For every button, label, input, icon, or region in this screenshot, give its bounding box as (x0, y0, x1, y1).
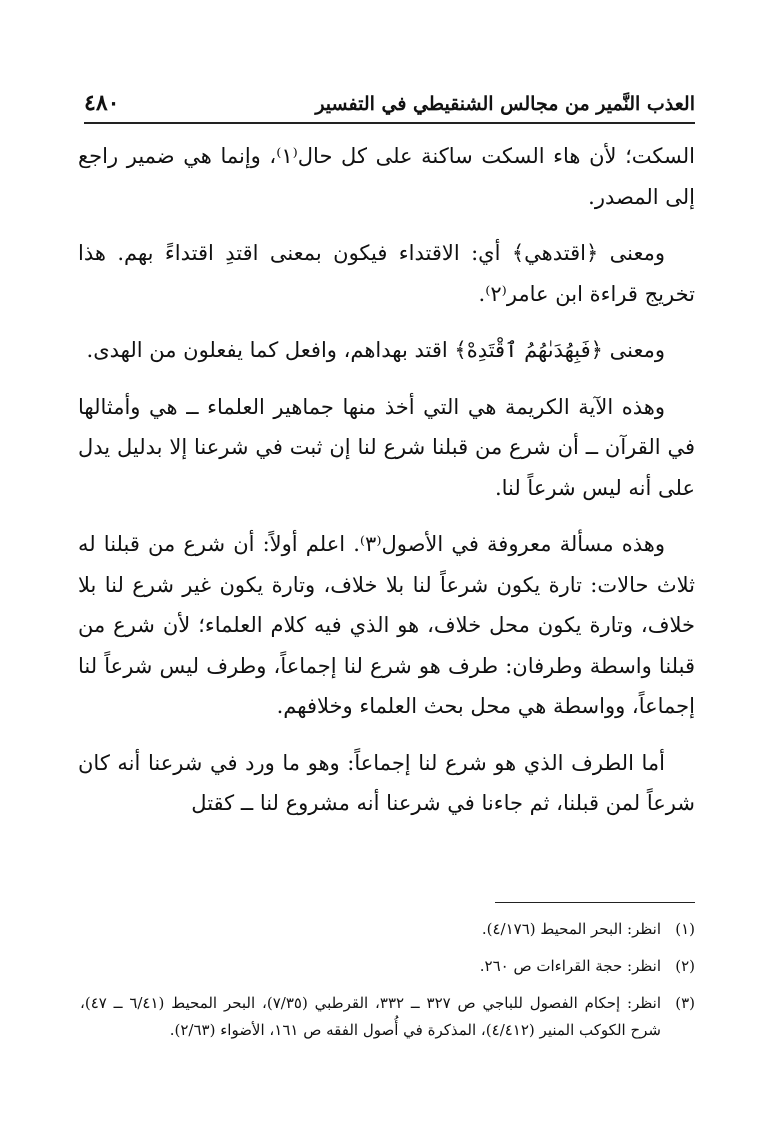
footnote-text: انظر: حجة القراءات ص ٢٦٠. (479, 957, 661, 975)
main-text (78, 136, 695, 840)
page-number: ٤٨٠ (84, 90, 120, 116)
paragraph: ومعنى ﴿فَبِهُدَىٰهُمُ ٱقْتَدِهْ﴾ اقتد بهداهم، وافعل كما يفعلون من الهدى. (86, 338, 665, 362)
paragraph: وهذه مسألة معروفة في الأصول⁽٣⁾. اعلم أولاً: أن شرع من قبلنا له ثلاث حالات: تارة يكون شرعاً لنا بلا خلاف، وتارة يكون غير شرع لنا بلا خلاف، وتارة يكون محل خلاف، هو الذي فيه كلام العلماء؛ لأن شرع من قبلنا واسطة وطرفان: طرف هو شرع لنا إجماعاً، وطرف ليس شرعاً لنا إجماعاً، وواسطة هي محل بحث العلماء وخلافهم. (78, 532, 695, 718)
footnote (80, 916, 695, 943)
footnote (80, 990, 695, 1044)
footnote-number: (٢) (675, 957, 695, 975)
footnote-text: انظر: البحر المحيط (٤/١٧٦). (481, 920, 661, 938)
footnote-number: (٣) (675, 994, 695, 1012)
footnote-separator (495, 902, 695, 903)
footnote-text: انظر: إحكام الفصول للباجي ص ٣٢٧ ــ ٣٣٢، القرطبي (٧/٣٥)، البحر المحيط (٦/٤١ ــ ٤٧)، شرح الكوكب المنير (٤/٤١٢)، المذكرة في أُصول الفقه ص ١٦١، الأضواء (٢/٦٣). (80, 994, 662, 1039)
paragraph: السكت؛ لأن هاء السكت ساكنة على كل حال⁽١⁾، وإنما هي ضمير راجع إلى المصدر. (78, 144, 695, 209)
page-header (84, 90, 695, 116)
header-rule (84, 122, 695, 124)
running-title: العذب النَّمير من مجالس الشنقيطي في التفسير (315, 93, 695, 115)
footnotes (80, 916, 695, 1054)
paragraph: ومعنى ﴿اقتدهي﴾ أي: الاقتداء فيكون بمعنى اقتدِ اقتداءً بهم. هذا تخريج قراءة ابن عامر⁽٢⁾. (78, 241, 695, 306)
footnote-number: (١) (675, 920, 695, 938)
paragraph: أما الطرف الذي هو شرع لنا إجماعاً: وهو ما ورد في شرعنا أنه كان شرعاً لمن قبلنا، ثم جاءنا في شرعنا أنه مشروع لنا ــ كقتل (78, 750, 695, 815)
paragraph: وهذه الآية الكريمة هي التي أخذ منها جماهير العلماء ــ هي وأمثالها في القرآن ــ أن شرع من قبلنا شرع لنا إن ثبت في شرعنا إلا بدليل يدل على أنه ليس شرعاً لنا. (78, 394, 695, 500)
footnote (80, 953, 695, 980)
